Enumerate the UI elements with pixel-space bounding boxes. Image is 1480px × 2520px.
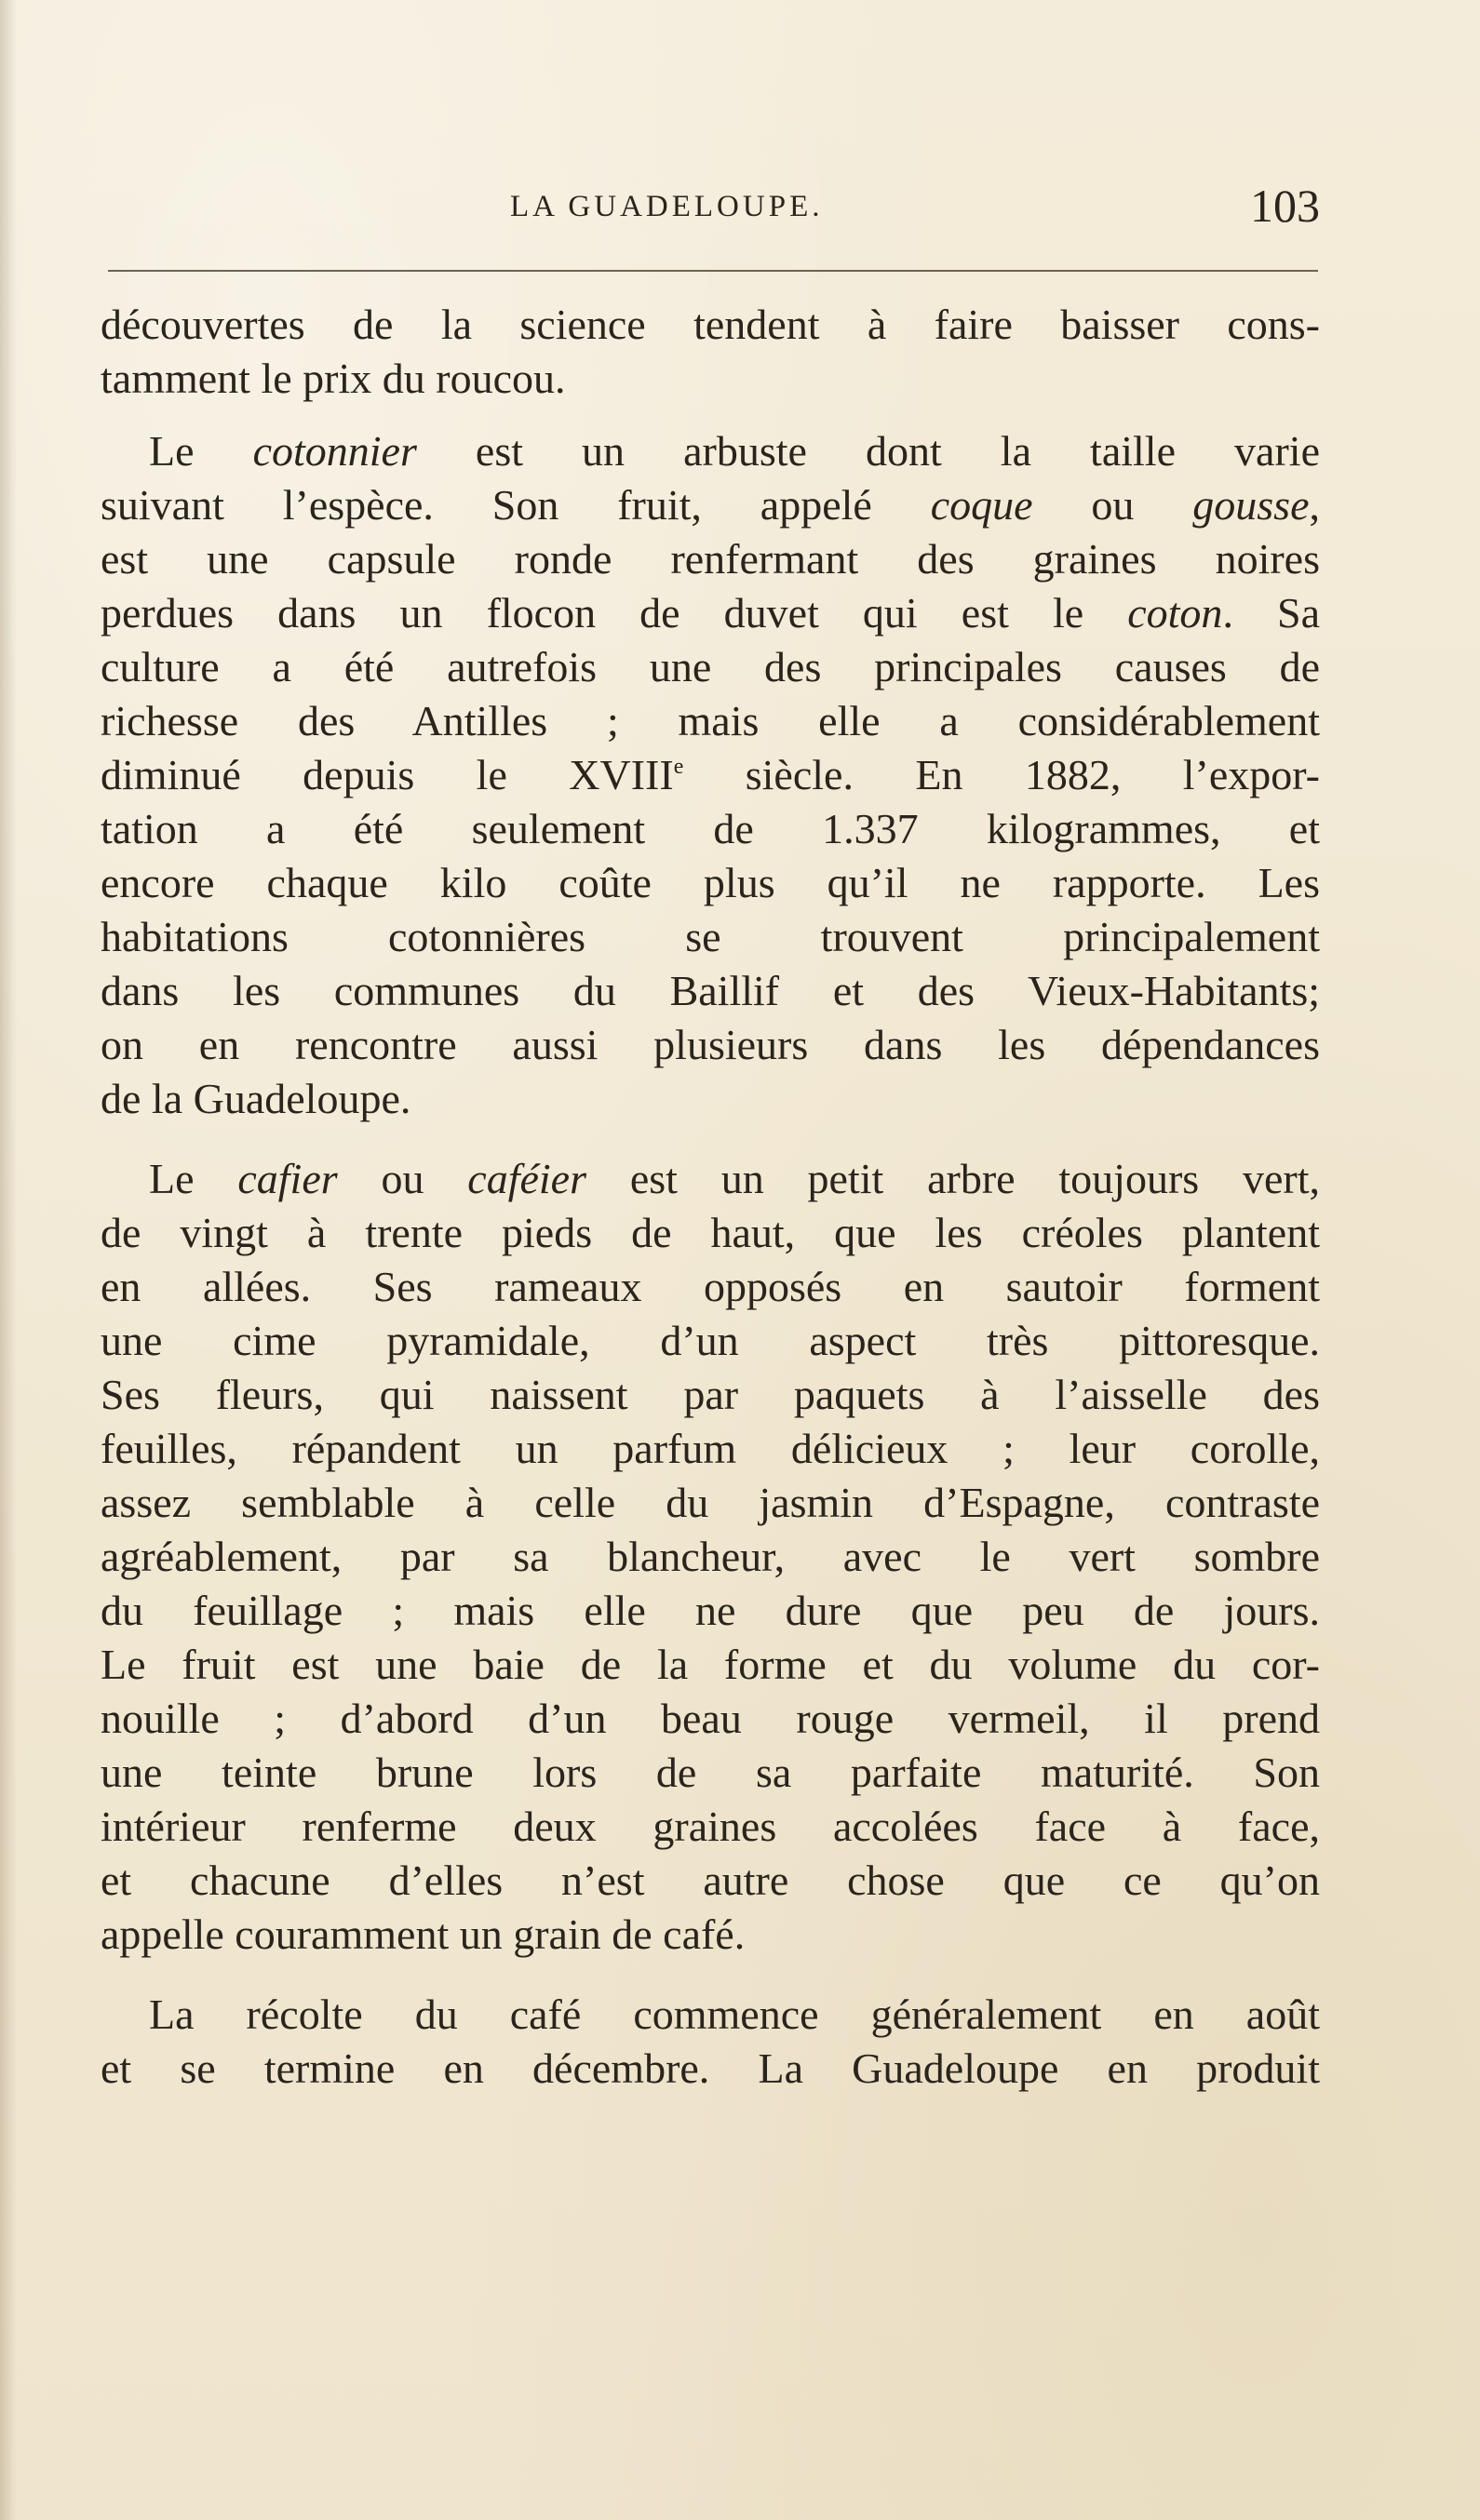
- paragraph: [101, 1988, 1320, 2096]
- text-line: Le cotonnier est un arbuste dont la taille varie: [149, 427, 1320, 475]
- text-line: de la Guadeloupe.: [101, 1075, 411, 1122]
- running-title: LA GUADELOUPE.: [510, 190, 824, 223]
- page-edge-shadow: [0, 0, 17, 2520]
- text-line: culture a été autrefois une des principales causes de: [101, 643, 1320, 690]
- text-line: La récolte du café commence généralement en août: [149, 1991, 1320, 2038]
- text-line: une cime pyramidale, d’un aspect très pittoresque.: [101, 1317, 1320, 1364]
- text-line: Le fruit est une baie de la forme et du volume du cor-: [101, 1641, 1320, 1688]
- text-line: on en rencontre aussi plusieurs dans les dépendances: [101, 1021, 1320, 1068]
- text-line: encore chaque kilo coûte plus qu’il ne rapporte. Les: [101, 859, 1320, 906]
- text-line: diminué depuis le XVIIIe siècle. En 1882, l’expor-: [101, 751, 1321, 798]
- roman-numeral: XVIII: [569, 751, 674, 798]
- text-line: richesse des Antilles ; mais elle a considérablement: [101, 697, 1320, 744]
- text-line: une teinte brune lors de sa parfaite maturité. Son: [101, 1749, 1320, 1796]
- text-line: découvertes de la science tendent à faire baisser cons-: [101, 301, 1320, 348]
- text-line: en allées. Ses rameaux opposés en sautoir forment: [101, 1263, 1320, 1310]
- text-line: du feuillage ; mais elle ne dure que peu de jours.: [101, 1587, 1320, 1634]
- text-line: Le cafier ou caféier est un petit arbre toujours vert,: [149, 1155, 1321, 1202]
- italic-term: caféier: [467, 1155, 586, 1202]
- superscript: e: [673, 755, 684, 779]
- italic-term: coton: [1127, 589, 1223, 637]
- text-line: agréablement, par sa blancheur, avec le vert sombre: [101, 1533, 1320, 1580]
- header-rule: [108, 270, 1318, 272]
- body-text: [101, 298, 1320, 2096]
- page-number: 103: [1250, 180, 1320, 232]
- paragraph: [101, 424, 1320, 1126]
- text-line: nouille ; d’abord d’un beau rouge vermeil, il prend: [101, 1695, 1320, 1742]
- paragraph: [101, 298, 1320, 406]
- italic-term: cafier: [237, 1155, 338, 1202]
- text-line: et se termine en décembre. La Guadeloupe en produit: [101, 2044, 1320, 2092]
- text-line: habitations cotonnières se trouvent principalement: [101, 913, 1320, 960]
- italic-term: coque: [930, 481, 1033, 529]
- text-line: est une capsule ronde renfermant des graines noires: [101, 535, 1320, 583]
- text-line: feuilles, répandent un parfum délicieux ; leur corolle,: [101, 1425, 1320, 1472]
- text-line: assez semblable à celle du jasmin d’Espagne, contraste: [101, 1479, 1320, 1526]
- paragraph: [101, 1152, 1320, 1962]
- text-line: tation a été seulement de 1.337 kilogrammes, et: [101, 805, 1320, 852]
- text-line: tamment le prix du roucou.: [101, 355, 566, 402]
- text-line: et chacune d’elles n’est autre chose que ce qu’on: [101, 1856, 1320, 1904]
- text-line: suivant l’espèce. Son fruit, appelé coque ou gousse,: [101, 481, 1321, 529]
- text-line: de vingt à trente pieds de haut, que les créoles plantent: [101, 1209, 1320, 1256]
- text-line: perdues dans un flocon de duvet qui est le coton. Sa: [101, 589, 1321, 637]
- text-line: appelle couramment un grain de café.: [101, 1910, 746, 1958]
- italic-term: gousse: [1192, 481, 1310, 529]
- text-line: intérieur renferme deux graines accolées face à face,: [101, 1803, 1320, 1850]
- running-head: [101, 180, 1320, 240]
- text-line: Ses fleurs, qui naissent par paquets à l’aisselle des: [101, 1371, 1320, 1418]
- italic-term: cotonnier: [252, 427, 417, 475]
- text-line: dans les communes du Baillif et des Vieux-Habitants;: [101, 967, 1320, 1014]
